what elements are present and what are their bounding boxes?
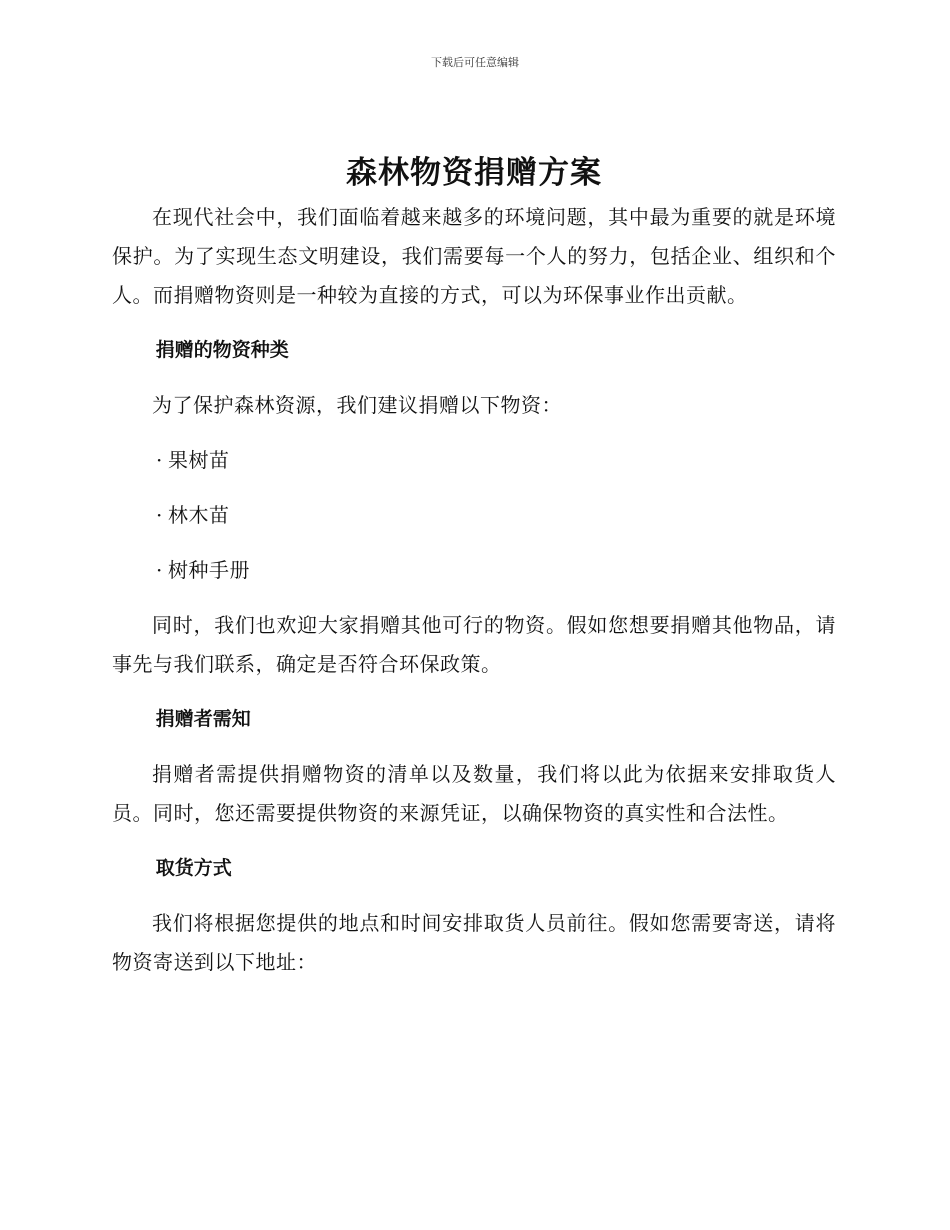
donor-notice-paragraph: 捐赠者需提供捐赠物资的清单以及数量，我们将以此为依据来安排取货人员。同时，您还需要提供物资的来源凭证，以确保物资的真实性和合法性。 bbox=[112, 762, 836, 825]
document-body bbox=[112, 148, 836, 982]
bullet-icon: · bbox=[156, 558, 163, 582]
intro-paragraph: 在现代社会中，我们面临着越来越多的环境问题，其中最为重要的就是环境保护。为了实现生态文明建设，我们需要每一个人的努力，包括企业、组织和个人。而捐赠物资则是一种较为直接的方式，可以为环保事业作出贡献。 bbox=[112, 205, 836, 307]
list-item bbox=[112, 441, 836, 480]
bullet-icon: · bbox=[156, 503, 163, 527]
document-title: 森林物资捐赠方案 bbox=[346, 155, 602, 191]
list-item-text: 树种手册 bbox=[168, 558, 250, 582]
header-note: 下载后可任意编辑 bbox=[431, 56, 519, 69]
donation-types-lead: 为了保护森林资源，我们建议捐赠以下物资： bbox=[152, 393, 562, 417]
list-item bbox=[112, 551, 836, 590]
list-item-text: 林木苗 bbox=[168, 503, 230, 527]
pickup-method-paragraph: 我们将根据您提供的地点和时间安排取货人员前往。假如您需要寄送，请将物资寄送到以下地址： bbox=[112, 911, 836, 974]
donation-types-followup: 同时，我们也欢迎大家捐赠其他可行的物资。假如您想要捐赠其他物品，请事先与我们联系，确定是否符合环保政策。 bbox=[112, 613, 836, 676]
section-heading-donation-types: 捐赠的物资种类 bbox=[155, 339, 289, 361]
bullet-icon: · bbox=[156, 448, 163, 472]
list-item bbox=[112, 496, 836, 535]
section-heading-donor-notice: 捐赠者需知 bbox=[155, 708, 251, 730]
list-item-text: 果树苗 bbox=[168, 448, 230, 472]
section-heading-pickup-method: 取货方式 bbox=[155, 857, 232, 879]
